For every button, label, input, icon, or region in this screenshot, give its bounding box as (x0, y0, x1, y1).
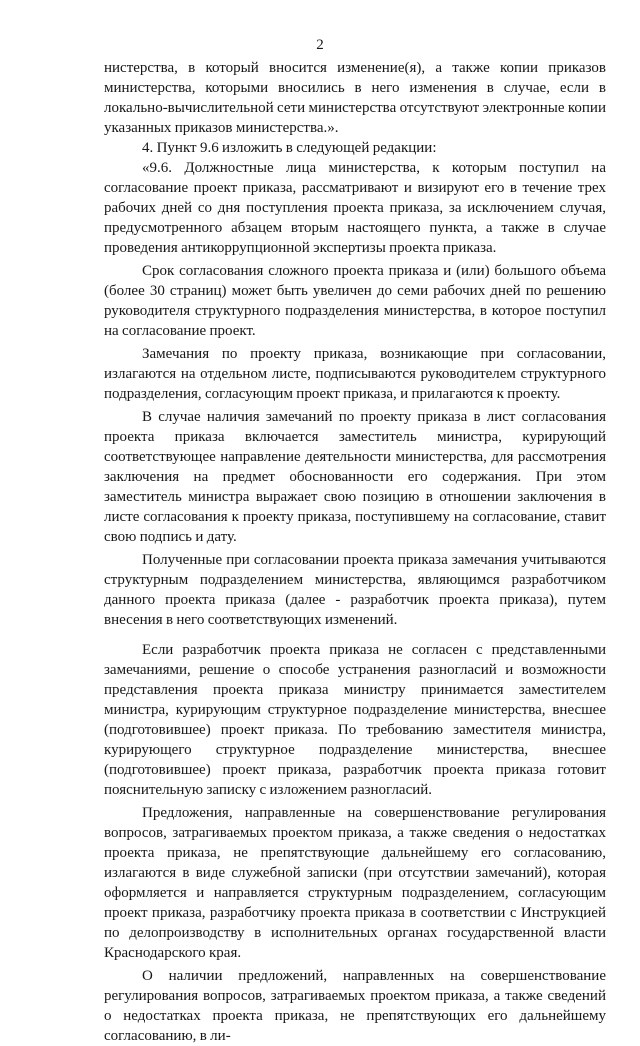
document-body (104, 58, 606, 1046)
paragraph-item-4-heading: 4. Пункт 9.6 изложить в следующей редакции: (142, 140, 437, 156)
paragraph-remarks-accounting: Полученные при согласовании проекта приказа замечания учитываются структурным подразделением министерства, являющимся разработчиком данного проекта приказа (далее - разработчик проекта приказа), путем внесения в него соответствующих изменений. (104, 552, 606, 628)
paragraph-remarks: Замечания по проекту приказа, возникающие при согласовании, излагаются на отдельном листе, подписываются руководителем структурного подразделения, согласующим проект приказа, и прилагаются к проекту. (104, 346, 606, 402)
paragraph-deputy-minister: В случае наличия замечаний по проекту приказа в лист согласования проекта приказа включается заместитель министра, курирующий соответствующее направление деятельности министерства, для рассмотрения заключения на предмет обоснованности его содержания. При этом заместитель министра выражает свою позицию в отношении заключения в листе согласования к проекту приказа, поступившему на согласование, ставит свою подпись и дату. (104, 409, 606, 545)
paragraph-proposals: Предложения, направленные на совершенствование регулирования вопросов, затрагиваемых проектом приказа, а также сведения о недостатках проекта приказа, не препятствующие дальнейшему его согласованию, излагаются в виде служебной записки (при отсутствии замечаний), которая оформляется и направляется структурным подразделением, согласующим проект приказа, разработчику проекта приказа в соответствии с Инструкцией по делопроизводству в исполнительных органах государственной власти Краснодарского края. (104, 805, 606, 961)
paragraph-proposals-notice: О наличии предложений, направленных на совершенствование регулирования вопросов, затрагиваемых проектом приказа, а также сведений о недостатках проекта приказа, не препятствующих его дальнейшему согласованию, в ли- (104, 968, 606, 1044)
paragraph-disagreement: Если разработчик проекта приказа не согласен с представленными замечаниями, решение о способе устранения разногласий и возможности представления проекта приказа министру принимается заместителем министра, курирующим структурное подразделение министерства, внесшее (подготовившее) проект приказа. По требованию заместителя министра, курирующего структурное подразделение министерства, внесшее (подготовившее) проект приказа, разработчик проекта приказа готовит пояснительную записку с изложением разногласий. (104, 642, 606, 798)
page-number: 2 (316, 37, 324, 53)
paragraph-continuation: нистерства, в который вносится изменение(я), а также копии приказов министерства, которыми вносились в него изменения в случае, если в локально-вычислительной сети министерства отсутствуют электронные копии указанных приказов министерства.». (104, 60, 606, 136)
paragraph-clause-9-6: «9.6. Должностные лица министерства, к которым поступил на согласование проект приказа, рассматривают и визируют его в течение трех рабочих дней со дня поступления проекта приказа, за исключением случая, предусмотренного абзацем вторым настоящего пункта, а также в случае проведения антикоррупционной экспертизы проекта приказа. (104, 160, 606, 256)
paragraph-approval-deadline: Срок согласования сложного проекта приказа и (или) большого объема (более 30 страниц) может быть увеличен до семи рабочих дней по решению руководителя структурного подразделения министерства, в которое поступил на согласование проект. (104, 263, 606, 339)
